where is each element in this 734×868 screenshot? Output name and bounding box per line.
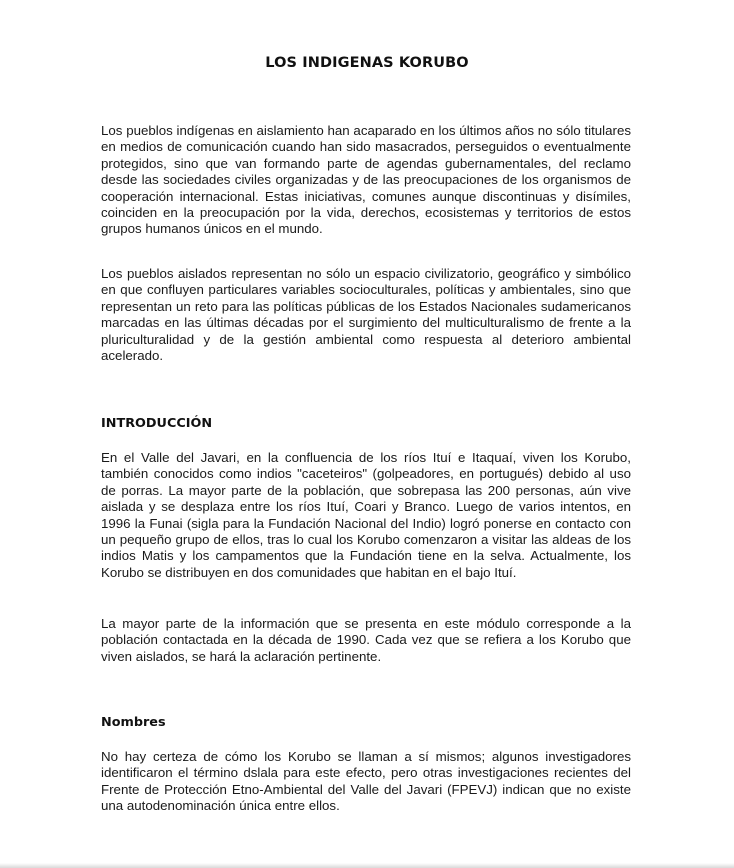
section-heading-introduccion: INTRODUCCIÓN (101, 416, 213, 431)
section-heading-nombres: Nombres (101, 715, 166, 730)
introduccion-paragraph-1: En el Valle del Javari, en la confluencia de los ríos Ituí e Itaquaí, viven los Korubo, también conocidos como indios "caceteiros" (golpeadores, en portugués) debido al uso de porras. La mayor parte de la población, que sobrepasa las 200 personas, aún vive aislada y se desplaza entre los ríos Ituí, Coari y Branco. Luego de varios intentos, en 1996 la Funai (sigla para la Fundación Nacional del Indio) logró ponerse en contacto con un pequeño grupo de ellos, tras lo cual los Korubo comenzaron a visitar las aldeas de los indios Matis y los campamentos que la Fundación tiene en la selva. Actualmente, los Korubo se distribuyen en dos comunidades que habitan en el bajo Ituí. (101, 450, 631, 580)
document-title: LOS INDIGENAS KORUBO (265, 55, 469, 71)
introduccion-paragraph-2: La mayor parte de la información que se presenta en este módulo corresponde a la población contactada en la década de 1990. Cada vez que se refiera a los Korubo que viven aislados, se hará la aclaración pertinente. (101, 616, 631, 664)
nombres-paragraph-1: No hay certeza de cómo los Korubo se llaman a sí mismos; algunos investigadores identificaron el término dslala para este efecto, pero otras investigaciones recientes del Frente de Protección Etno-Ambiental del Valle del Javari (FPEVJ) indican que no existe una autodenominación única entre ellos. (101, 749, 631, 814)
intro-paragraph-2: Los pueblos aislados representan no sólo un espacio civilizatorio, geográfico y simbólico en que confluyen particulares variables socioculturales, políticas y ambientales, sino que representan un reto para las políticas públicas de los Estados Nacionales sudamericanos marcadas en las últimas décadas por el surgimiento del multiculturalismo de frente a la pluriculturalidad y de la gestión ambiental como respuesta al deterioro ambiental acelerado. (101, 266, 631, 364)
page-bottom-edge (0, 863, 734, 868)
intro-paragraph-1: Los pueblos indígenas en aislamiento han acaparado en los últimos años no sólo titulares en medios de comunicación cuando han sido masacrados, perseguidos o eventualmente protegidos, sino que van formando parte de agendas gubernamentales, del reclamo desde las sociedades civiles organizadas y de las preocupaciones de los organismos de cooperación internacional. Estas iniciativas, comunes aunque discontinuas y disímiles, coinciden en la preocupación por la vida, derechos, ecosistemas y territorios de estos grupos humanos únicos en el mundo. (101, 123, 631, 237)
